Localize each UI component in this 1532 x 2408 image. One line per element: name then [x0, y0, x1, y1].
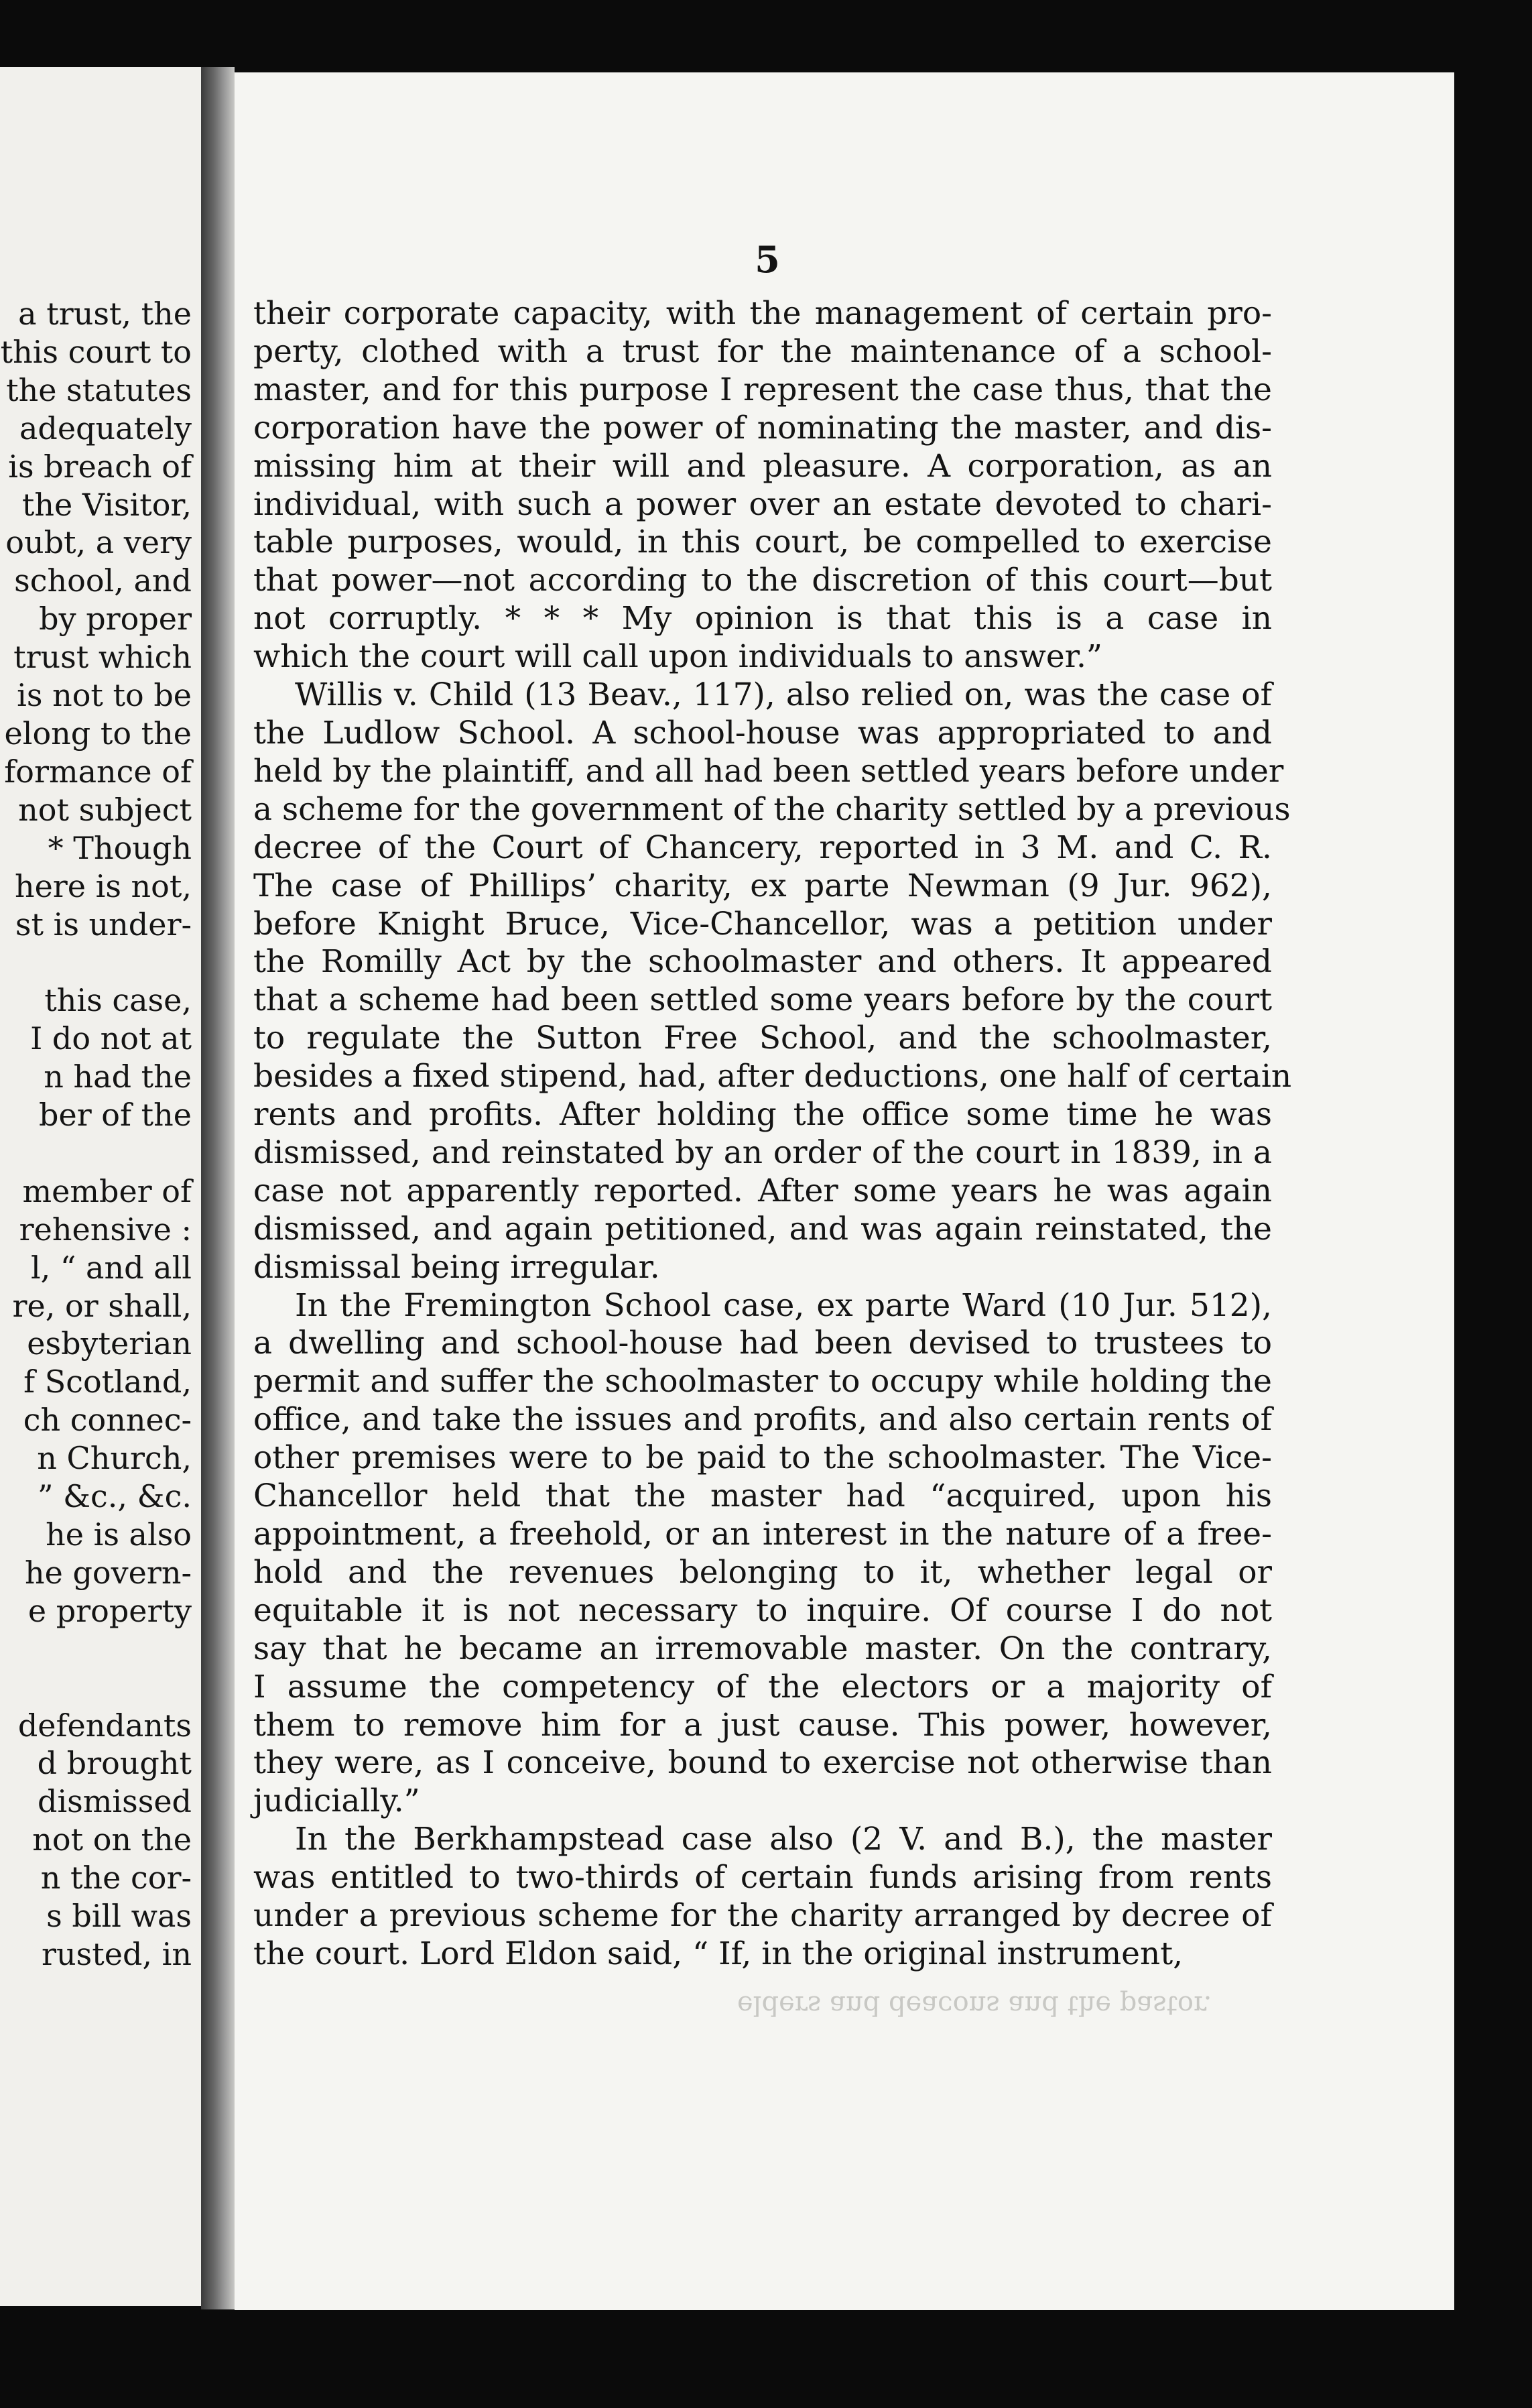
facing-page-text: [1, 295, 192, 1974]
facing-page-line: n had the: [44, 1059, 192, 1095]
bleed-through-text: elders and deacons and the pastor.: [737, 1990, 1212, 2021]
facing-page-line: oubt, a very: [5, 524, 192, 561]
facing-page-line: not on the: [32, 1821, 192, 1858]
facing-page-line: he govern-: [25, 1554, 192, 1591]
facing-page-line: re, or shall,: [12, 1287, 192, 1324]
facing-page-line: ” &c., &c.: [37, 1478, 192, 1515]
text-line: besides a fixed stipend, had, after deductions, one half of certain: [253, 1058, 1292, 1095]
text-line: held by the plaintiff, and all had been settled years before under: [253, 752, 1284, 790]
text-line: under a previous scheme for the charity arranged by decree of: [253, 1897, 1272, 1935]
facing-page-fragment: [0, 67, 201, 2306]
text-line: perty, clothed with a trust for the maintenance of a school-: [253, 333, 1272, 370]
text-line: judicially.”: [253, 1783, 420, 1820]
text-line: was entitled to two-thirds of certain funds arising from rents: [253, 1859, 1272, 1897]
facing-page-line: s bill was: [46, 1898, 192, 1935]
facing-page-line: is not to be: [17, 677, 192, 714]
text-line: dismissal being irregular.: [253, 1248, 660, 1286]
page-number: 5: [755, 238, 780, 281]
text-line: other premises were to be paid to the schoolmaster. The Vice-: [253, 1439, 1272, 1477]
facing-page-line: d brought: [37, 1745, 192, 1782]
text-line: I assume the competency of the electors or a majority of: [253, 1668, 1272, 1705]
text-line: Chancellor held that the master had “acquired, upon his: [253, 1478, 1272, 1515]
text-line: hold and the revenues belonging to it, whether legal or: [253, 1553, 1272, 1591]
text-line: to regulate the Sutton Free School, and the schoolmaster,: [253, 1020, 1272, 1057]
facing-page-line: he is also: [46, 1516, 192, 1553]
text-line: the court. Lord Eldon said, “ If, in the original instrument,: [253, 1935, 1184, 1972]
facing-page-line: esbyterian: [27, 1325, 192, 1362]
text-line: rents and profits. After holding the office some time he was: [253, 1096, 1272, 1134]
facing-page-line: member of: [22, 1172, 192, 1209]
facing-page-line: n Church,: [37, 1440, 192, 1477]
facing-page-line: a trust, the: [18, 296, 192, 332]
text-line: decree of the Court of Chancery, reported in 3 M. and C. R.: [253, 829, 1272, 866]
text-line: the Ludlow School. A school-house was appropriated to and: [253, 714, 1272, 751]
text-line: not corruptly. * * * My opinion is that this is a case in: [253, 600, 1272, 638]
text-line: The case of Phillips’ charity, ex parte Newman (9 Jur. 962),: [253, 867, 1272, 904]
text-line: dismissed, and reinstated by an order of the court in 1839, in a: [253, 1134, 1272, 1171]
facing-page-line: st is under-: [15, 906, 192, 943]
facing-page-line: not subject: [18, 791, 192, 828]
facing-page-line: rusted, in: [42, 1935, 192, 1972]
facing-page-line: I do not at: [30, 1020, 192, 1057]
text-line: corporation have the power of nominating the master, and dis-: [253, 409, 1272, 446]
facing-page-line: trust which: [13, 639, 192, 676]
facing-page-line: adequately: [19, 410, 192, 446]
facing-page-line: formance of: [4, 753, 192, 790]
text-line: Willis v. Child (13 Beav., 117), also relied on, was the case of: [295, 676, 1272, 714]
text-line: individual, with such a power over an estate devoted to chari-: [253, 485, 1272, 523]
text-line: their corporate capacity, with the management of certain pro-: [253, 295, 1272, 332]
facing-page-line: dismissed: [38, 1783, 192, 1820]
facing-page-line: l, “ and all: [30, 1249, 192, 1286]
facing-page-line: the statutes: [6, 371, 192, 408]
text-line: In the Fremington School case, ex parte Ward (10 Jur. 512),: [295, 1286, 1272, 1324]
facing-page-line: [1, 1669, 192, 1707]
facing-page-line: here is not,: [14, 867, 192, 904]
text-line: dismissed, and again petitioned, and was again reinstated, the: [253, 1210, 1272, 1248]
text-line: office, and take the issues and profits, and also certain rents of: [253, 1401, 1272, 1439]
text-line: appointment, a freehold, or an interest in the nature of a free-: [253, 1516, 1272, 1553]
facing-page-line: this case,: [44, 982, 192, 1019]
text-line: that power—not according to the discretion of this court—but: [253, 562, 1272, 599]
text-line: In the Berkhampstead case also (2 V. and B.), the master: [295, 1821, 1272, 1858]
text-line: table purposes, would, in this court, be compelled to exercise: [253, 524, 1272, 561]
facing-page-line: elong to the: [4, 715, 192, 751]
text-line: case not apparently reported. After some years he was again: [253, 1172, 1272, 1209]
text-line: which the court will call upon individuals to answer.”: [253, 638, 1102, 676]
text-line: the Romilly Act by the schoolmaster and others. It appeared: [253, 943, 1272, 981]
text-line: them to remove him for a just cause. This power, however,: [253, 1706, 1272, 1744]
text-line: a dwelling and school-house had been devised to trustees to: [253, 1325, 1272, 1362]
facing-page-line: n the cor-: [40, 1860, 192, 1897]
text-line: permit and suffer the schoolmaster to occupy while holding the: [253, 1363, 1272, 1400]
facing-page-line: the Visitor,: [21, 486, 192, 523]
facing-page-line: * Though: [48, 829, 192, 866]
text-line: before Knight Bruce, Vice-Chancellor, was a petition under: [253, 905, 1272, 943]
facing-page-line: ber of the: [39, 1097, 192, 1134]
facing-page-line: [1, 1134, 192, 1172]
facing-page-line: f Scotland,: [23, 1364, 192, 1400]
text-line: say that he became an irremovable master. On the contrary,: [253, 1630, 1272, 1667]
text-line: missing him at their will and pleasure. A corporation, as an: [253, 447, 1272, 485]
text-line: they were, as I conceive, bound to exercise not otherwise than: [253, 1744, 1272, 1782]
facing-page-line: e property: [27, 1592, 192, 1629]
body-text: [253, 295, 1292, 1974]
facing-page-line: by proper: [39, 601, 192, 638]
facing-page-line: rehensive :: [19, 1211, 192, 1248]
facing-page-line: ch connec-: [23, 1402, 192, 1439]
facing-page-line: [1, 1630, 192, 1669]
book-gutter: [201, 67, 235, 2309]
text-line: master, and for this purpose I represent the case thus, that the: [253, 371, 1272, 408]
facing-page-line: this court to: [0, 333, 192, 370]
text-line: equitable it is not necessary to inquire. Of course I do not: [253, 1591, 1272, 1629]
text-line: a scheme for the government of the charity settled by a previous: [253, 790, 1291, 828]
facing-page-line: school, and: [14, 562, 192, 599]
text-line: that a scheme had been settled some years before by the court: [253, 981, 1272, 1019]
facing-page-line: is breach of: [8, 448, 192, 485]
facing-page-line: [1, 943, 192, 981]
facing-page-line: defendants: [17, 1707, 192, 1744]
